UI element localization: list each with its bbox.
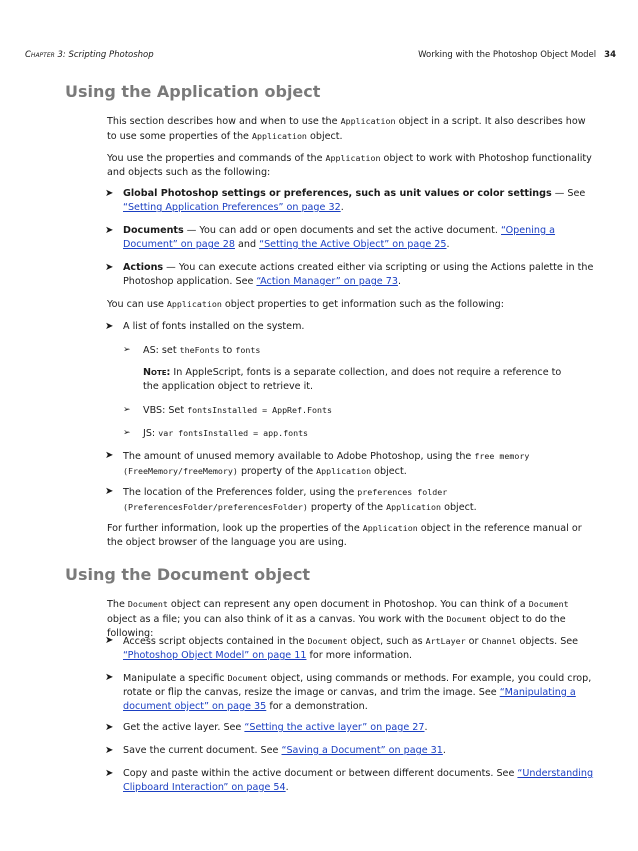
- bullet-icon: ➤: [105, 768, 114, 779]
- link-setting-active-object[interactable]: “Setting the Active Object” on page 25: [259, 239, 447, 250]
- list-item: The location of the Preferences folder, using the preferences folder (PreferencesFolder/preferencesFolder) property of the Application object.: [123, 487, 477, 513]
- bullet-icon: ➤: [105, 262, 114, 273]
- link-saving-document[interactable]: “Saving a Document” on page 31: [281, 745, 443, 756]
- section-heading-document: Using the Document object: [65, 565, 311, 584]
- running-header-section: Working with the Photoshop Object Model 34: [418, 50, 616, 60]
- list-item: Save the current document. See “Saving a Document” on page 31.: [123, 745, 446, 756]
- bullet-icon: ➤: [105, 672, 114, 683]
- bullet-icon: ➤: [105, 745, 114, 756]
- bullet-icon: ➤: [105, 486, 114, 497]
- bullet-icon: ➤: [105, 188, 114, 199]
- paragraph: You can use Application object properties to get information such as the following:: [107, 299, 504, 310]
- list-item: Manipulate a specific Document object, using commands or methods. For example, you could crop, rotate or flip the canvas, resize the image or canvas, and trim the image. See “Manipulating a document object” on page 35 for a demonstration.: [123, 673, 592, 712]
- list-item: Copy and paste within the active document or between different documents. See “Understanding Clipboard Interaction” on page 54.: [123, 768, 594, 793]
- list-item: Access script objects contained in the Document object, such as ArtLayer or Channel objects. See “Photoshop Object Model” on page 11 for more information.: [123, 636, 579, 661]
- link-action-manager[interactable]: “Action Manager” on page 73: [256, 276, 398, 287]
- sub-list-item: VBS: Set fontsInstalled = AppRef.Fonts: [143, 405, 333, 416]
- link-manipulating-document[interactable]: “Manipulating a document object” on page 35: [123, 687, 576, 712]
- bullet-icon: ➤: [105, 450, 114, 461]
- link-object-model[interactable]: “Photoshop Object Model” on page 11: [123, 650, 307, 661]
- link-opening-document[interactable]: “Opening a Document” on page 28: [123, 225, 556, 250]
- section-heading-application: Using the Application object: [65, 82, 321, 101]
- paragraph: The Document object can represent any open document in Photoshop. You can think of a Document object as a file; you can also think of it as a canvas. You work with the Document object to do the following:: [107, 599, 569, 639]
- bullet-icon: ➤: [105, 321, 114, 332]
- list-item: The amount of unused memory available to Adobe Photoshop, using the free memory (FreeMemory/freeMemory) property of the Application object.: [123, 451, 530, 477]
- link-clipboard-interaction[interactable]: “Understanding Clipboard Interaction” on page 54: [123, 768, 594, 793]
- link-setting-preferences[interactable]: “Setting Application Preferences” on page 32: [123, 202, 341, 213]
- page-number: 34: [604, 50, 616, 60]
- list-item: Get the active layer. See “Setting the active layer” on page 27.: [123, 722, 428, 733]
- sub-bullet-icon: ➢: [123, 345, 131, 355]
- sub-bullet-icon: ➢: [123, 405, 131, 415]
- paragraph: For further information, look up the properties of the Application object in the reference manual or the object browser of the language you are using.: [107, 523, 582, 548]
- bullet-icon: ➤: [105, 225, 114, 236]
- bullet-icon: ➤: [105, 722, 114, 733]
- list-item: Global Photoshop settings or preferences, such as unit values or color settings — See “Setting Application Preferences” on page 32.: [123, 188, 586, 213]
- note: Note: In AppleScript, fonts is a separate collection, and does not require a reference to the application object to retrieve it.: [143, 367, 562, 392]
- link-active-layer[interactable]: “Setting the active layer” on page 27: [244, 722, 425, 733]
- list-item: Documents — You can add or open documents and set the active document. “Opening a Document” on page 28 and “Setting the Active Object” on page 25.: [123, 225, 556, 250]
- sub-bullet-icon: ➢: [123, 428, 131, 438]
- bullet-icon: ➤: [105, 635, 114, 646]
- sub-list-item: JS: var fontsInstalled = app.fonts: [143, 428, 309, 439]
- paragraph: This section describes how and when to use the Application object in a script. It also describes how to use some properties of the Application object.: [107, 116, 586, 142]
- list-item: Actions — You can execute actions created either via scripting or using the Actions palette in the Photoshop application. See “Action Manager” on page 73.: [123, 262, 594, 287]
- paragraph: You use the properties and commands of the Application object to work with Photoshop functionality and objects such as the following:: [107, 153, 592, 178]
- running-header-chapter: Chapter 3: Scripting Photoshop: [25, 50, 154, 60]
- list-item: A list of fonts installed on the system.: [123, 321, 305, 332]
- sub-list-item: AS: set theFonts to fonts: [143, 345, 261, 356]
